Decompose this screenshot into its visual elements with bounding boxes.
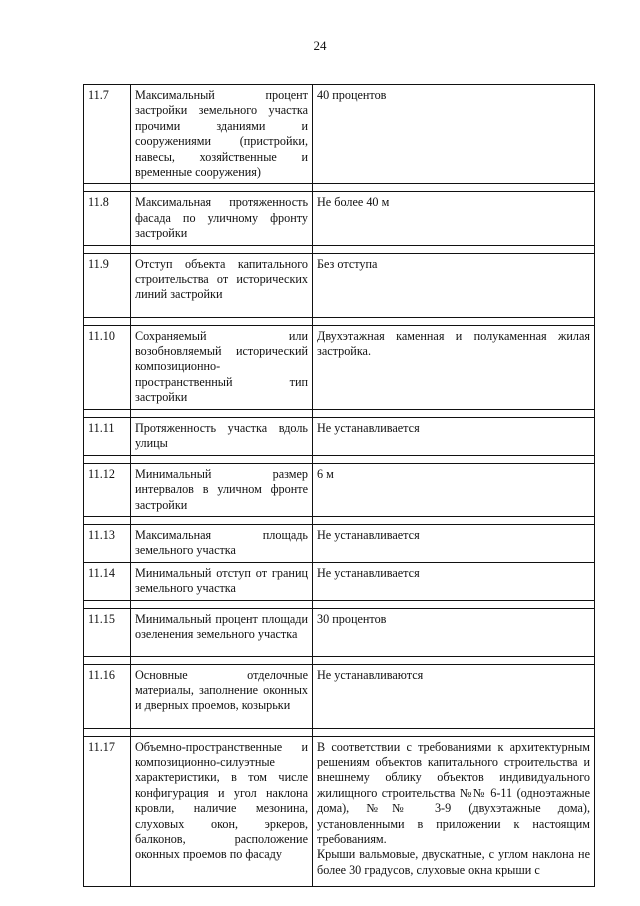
row-number: 11.7 — [84, 85, 131, 184]
parameter-value: 30 процентов — [313, 608, 595, 656]
row-number: 11.9 — [84, 253, 131, 317]
parameter-value: Двухэтажная каменная и полукаменная жилая застройка. — [313, 325, 595, 409]
row-number: 11.8 — [84, 192, 131, 245]
parameter-value: Не устанавливается — [313, 417, 595, 455]
parameter-value: Не устанавливается — [313, 524, 595, 562]
table-row — [84, 463, 595, 516]
parameter-name: Сохраняемый или возобновляемый исторический композиционно-пространственный тип застройки — [131, 325, 313, 409]
table-row — [84, 192, 595, 245]
row-spacer — [84, 409, 595, 417]
parameter-name: Объемно-пространственные и композиционно-силуэтные характеристики, в том числе конфигурация и угол наклона кровли, наличие мезонина, слуховых окон, эркеров, балконов, расположение оконных проемов по фасаду — [131, 736, 313, 886]
parameter-name: Минимальный размер интервалов в уличном фронте застройки — [131, 463, 313, 516]
row-number: 11.15 — [84, 608, 131, 656]
table-row — [84, 325, 595, 409]
row-spacer — [84, 728, 595, 736]
parameter-name: Минимальный процент площади озеленения земельного участка — [131, 608, 313, 656]
parameter-value — [313, 736, 595, 886]
parameter-name: Основные отделочные материалы, заполнение оконных и дверных проемов, козырьки — [131, 664, 313, 728]
row-spacer — [84, 600, 595, 608]
row-number: 11.14 — [84, 562, 131, 600]
parameter-value: Не более 40 м — [313, 192, 595, 245]
table-row — [84, 736, 595, 886]
row-number: 11.16 — [84, 664, 131, 728]
row-number: 11.11 — [84, 417, 131, 455]
parameter-value: 6 м — [313, 463, 595, 516]
table-row — [84, 664, 595, 728]
parameter-name: Максимальный процент застройки земельного участка прочими зданиями и сооружениями (пристройки, навесы, хозяйственные и временные сооружения) — [131, 85, 313, 184]
parameter-name: Отступ объекта капитального строительства от исторических линий застройки — [131, 253, 313, 317]
table-row — [84, 253, 595, 317]
parameter-name: Максимальная площадь земельного участка — [131, 524, 313, 562]
row-number: 11.13 — [84, 524, 131, 562]
row-number: 11.10 — [84, 325, 131, 409]
row-spacer — [84, 184, 595, 192]
parameter-value: 40 процентов — [313, 85, 595, 184]
parameter-name: Протяженность участка вдоль улицы — [131, 417, 313, 455]
row-number: 11.17 — [84, 736, 131, 886]
table-row — [84, 608, 595, 656]
row-number: 11.12 — [84, 463, 131, 516]
table-row — [84, 562, 595, 600]
parameter-name: Максимальная протяженность фасада по уличному фронту застройки — [131, 192, 313, 245]
table-row — [84, 417, 595, 455]
parameter-name: Минимальный отступ от границ земельного участка — [131, 562, 313, 600]
parameter-value: Без отступа — [313, 253, 595, 317]
requirements-table — [83, 84, 595, 887]
page-number: 24 — [313, 38, 327, 53]
parameter-value: Не устанавливается — [313, 562, 595, 600]
table-row — [84, 524, 595, 562]
row-spacer — [84, 455, 595, 463]
row-spacer — [84, 245, 595, 253]
row-spacer — [84, 317, 595, 325]
row-spacer — [84, 516, 595, 524]
parameter-value: Не устанавливаются — [313, 664, 595, 728]
parameter-value-text: В соответствии с требованиями к архитектурным решениям объектов капитального строительства и внешнему облику объектов индивидуального жилищного строительства №№ 6-11 (одноэтажные дома), №№ 3-9 (двухэтажные дома), установленными в приложении к настоящим требованиям. Крыши вальмовые, двускатные, с углом наклона не более 30 градусов, слуховые окна крыши с — [317, 739, 590, 877]
table-row — [84, 85, 595, 184]
row-spacer — [84, 656, 595, 664]
